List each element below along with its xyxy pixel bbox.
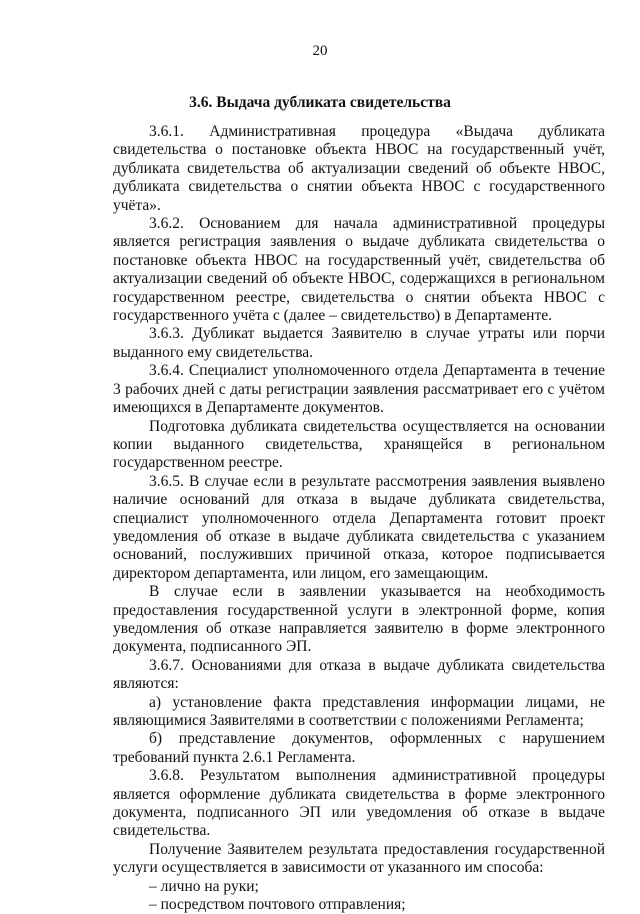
paragraph-3-6-3: 3.6.3. Дубликат выдается Заявителю в случае утраты или порчи выданного ему свидетельства. — [113, 325, 605, 361]
body-text — [113, 123, 605, 914]
section-title: 3.6. Выдача дубликата свидетельства — [189, 94, 451, 111]
list-item-in-person: – лично на руки; — [149, 877, 259, 895]
paragraph-reason-a: а) установление факта представления информации лицами, не являющимися Заявителями в соответствии с положениями Регламента; — [113, 693, 605, 729]
paragraph-3-6-1: 3.6.1. Административная процедура «Выдача дубликата свидетельства о постановке объекта НВОС на государственный учёт, дубликата свидетельства об актуализации сведений об объекте НВОС, дубликата свидетельства о снятии объекта НВОС с государственного учёта». — [113, 123, 605, 214]
paragraph-3-6-8: 3.6.8. Результатом выполнения административной процедуры является оформление дубликата свидетельства в форме электронного документа, подписанного ЭП или уведомления об отказе в выдаче свидетельства. — [113, 767, 605, 840]
paragraph-3-6-4: 3.6.4. Специалист уполномоченного отдела Департамента в течение 3 рабочих дней с даты регистрации заявления рассматривает его с учётом имеющихся в Департаменте документов. — [113, 362, 605, 417]
paragraph-electronic-form: В случае если в заявлении указывается на необходимость предоставления государственной услуги в электронной форме, копия уведомления об отказе направляется заявителю в форме электронного документа, подписанного ЭП. — [113, 583, 605, 656]
paragraph-3-6-7: 3.6.7. Основаниями для отказа в выдаче дубликата свидетельства являются: — [113, 656, 605, 693]
paragraph-reason-b: б) представление документов, оформленных с нарушением требований пункта 2.6.1 Регламента. — [113, 730, 605, 766]
page-number: 20 — [312, 43, 328, 59]
paragraph-receipt: Получение Заявителем результата предоставления государственной услуги осуществляется в зависимости от указанного им способа: — [113, 840, 605, 877]
list-item-by-mail: – посредством почтового отправления; — [149, 896, 406, 914]
paragraph-3-6-5: 3.6.5. В случае если в результате рассмотрения заявления выявлено наличие оснований для отказа в выдаче дубликата свидетельства, специалист уполномоченного отдела Департамента готовит проект уведомления об отказе в выдаче дубликата свидетельства с указанием оснований, послуживших причиной отказа, которое подписывается директором департамента, или лицом, его замещающим. — [113, 472, 605, 582]
paragraph-3-6-2: 3.6.2. Основанием для начала административной процедуры является регистрация заявления о выдаче дубликата свидетельства о постановке объекта НВОС на государственный учёт, свидетельства об актуализации сведений об объекте НВОС, содержащихся в региональном государственном реестре, свидетельства о снятии объекта НВОС с государственного учёта с (далее – свидетельство) в Департаменте. — [113, 215, 605, 325]
paragraph-preparation: Подготовка дубликата свидетельства осуществляется на основании копии выданного свидетельства, хранящейся в региональном государственном реестре. — [113, 417, 605, 472]
